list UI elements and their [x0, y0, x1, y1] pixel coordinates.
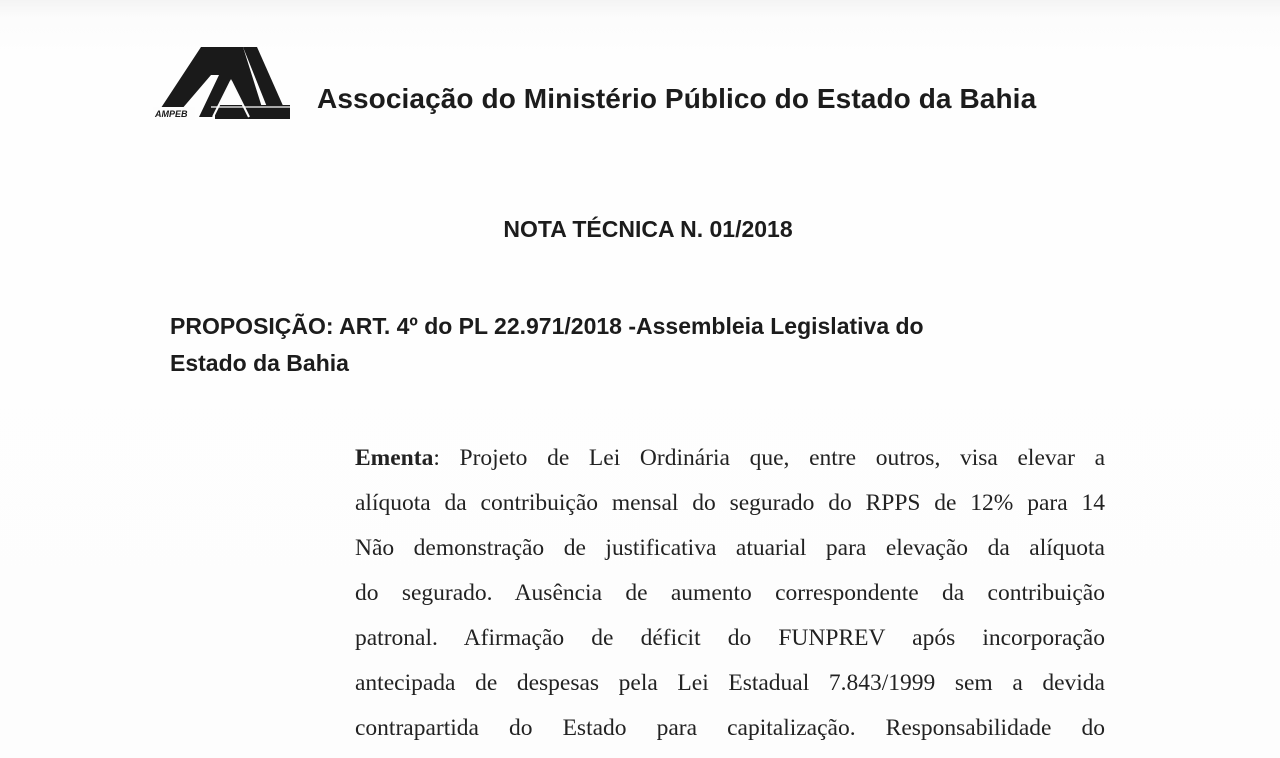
ementa-line-4: do segurado. Ausência de aumento correspondente da contribuição	[355, 580, 1105, 606]
proposicao-line-1: PROPOSIÇÃO: ART. 4º do PL 22.971/2018 -Assembleia Legislativa do	[170, 313, 924, 339]
ementa-line-6: antecipada de despesas pela Lei Estadual 7.843/1999 sem a devida	[355, 670, 1105, 696]
document-title: NOTA TÉCNICA N. 01/2018	[503, 216, 793, 242]
ampeb-logo	[153, 45, 290, 122]
logo-label: AMPEB	[155, 109, 188, 119]
ementa-line-3: Não demonstração de justificativa atuarial para elevação da alíquota	[355, 535, 1105, 561]
ementa-line-2: alíquota da contribuição mensal do segurado do RPPS de 12% para 14	[355, 490, 1105, 516]
ementa-line-1: Ementa: Projeto de Lei Ordinária que, entre outros, visa elevar a	[355, 445, 1105, 471]
ementa-paragraph	[355, 443, 1105, 758]
ementa-label: Ementa	[355, 445, 434, 471]
proposicao-line-2: Estado da Bahia	[170, 350, 349, 376]
ementa-line-5: patronal. Afirmação de déficit do FUNPREV após incorporação	[355, 625, 1105, 651]
ementa-line-7: contrapartida do Estado para capitalização. Responsabilidade do	[355, 715, 1105, 741]
organization-name: Associação do Ministério Público do Estado da Bahia	[317, 83, 1037, 114]
proposicao-heading	[170, 308, 1070, 382]
